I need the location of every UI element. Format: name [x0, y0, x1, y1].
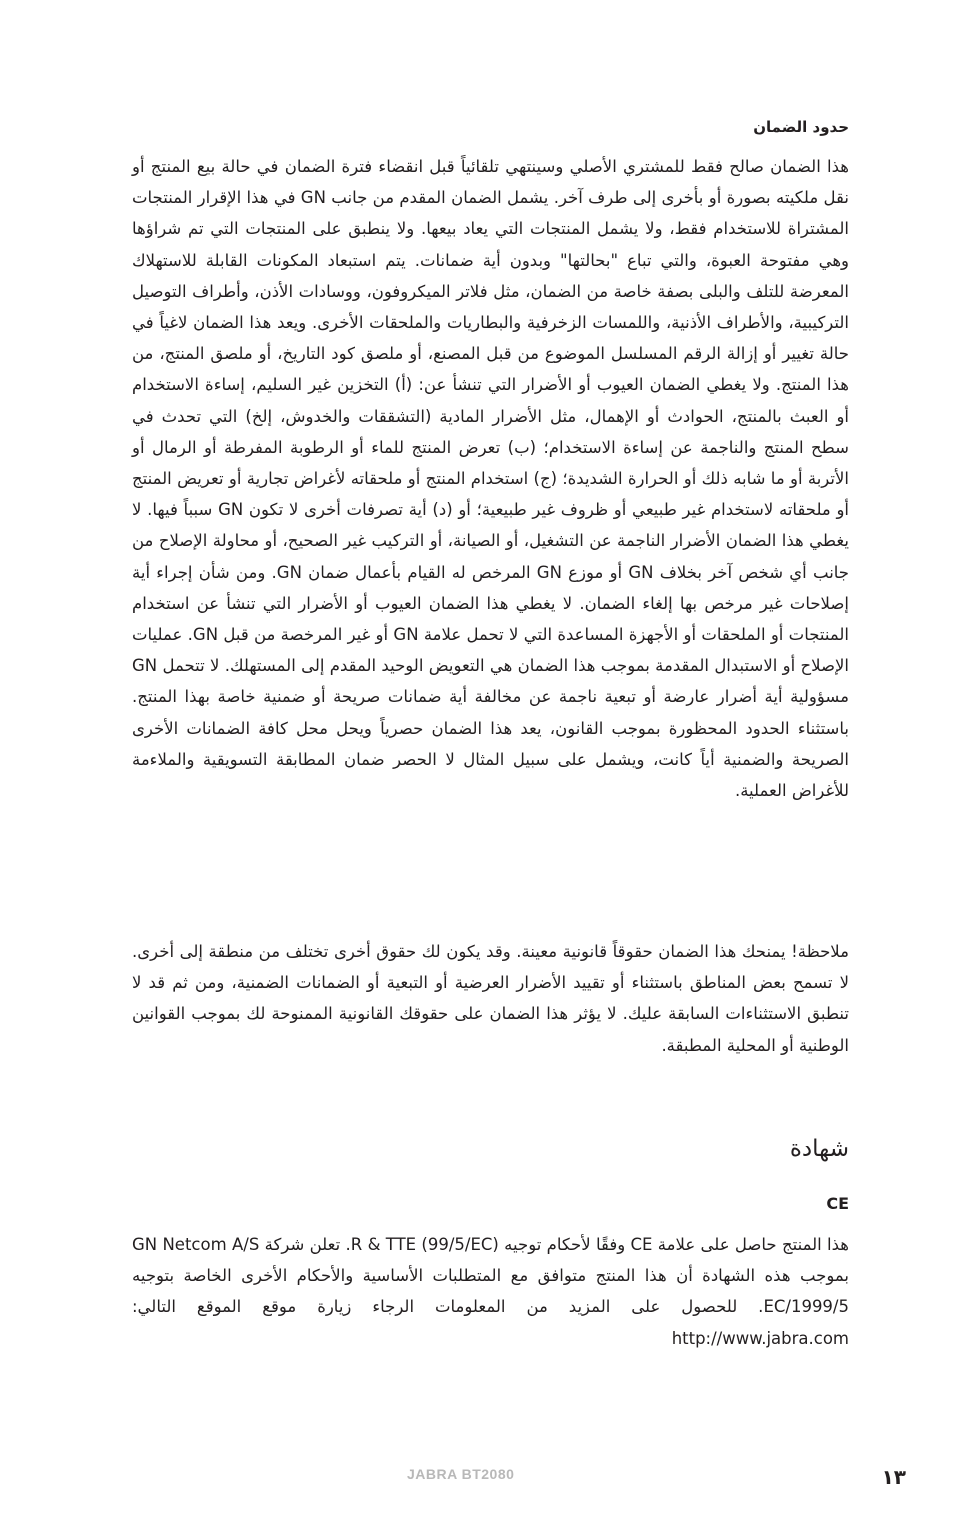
ce-label: CE — [826, 1194, 849, 1213]
certification-heading: شهادة — [789, 1136, 849, 1162]
warranty-heading: حدود الضمان — [753, 118, 849, 136]
footer-brand: JABRA BT2080 — [407, 1466, 515, 1482]
warranty-body: هذا الضمان صالح فقط للمشتري الأصلي وسينتهي تلقائياً قبل انقضاء فترة الضمان في حالة بيع المنتج أو نقل ملكيته بصورة أو بأخرى إلى طرف آخر. يشمل الضمان المقدم من جانب GN في هذا الإقرار المنتجات المشتراة للاستخدام فقط، ولا يشمل المنتجات التي يعاد بيعها. ولا ينطبق على المنتجات التي تم شراؤها وهي مفتوحة العبوة، والتي تباع "بحالتها" وبدون أية ضمانات. يتم استبعاد المكونات القابلة للاستهلاك المعرضة للتلف والبلى بصفة خاصة من الضمان، مثل فلاتر الميكروفون، ووسادات الأذن، وأطراف التوصيل التركيبية، والأطراف الأذنية، واللمسات الزخرفية والبطاريات والملحقات الأخرى. ويعد هذا الضمان لاغياً في حالة تغيير أو إزالة الرقم المسلسل الموضوع من قبل المصنع، أو ملصق كود التاريخ، أو ملصق المنتج، من هذا المنتج. ولا يغطي الضمان العيوب أو الأضرار التي تنشأ عن: (أ) التخزين غير السليم، إساءة الاستخدام أو العبث بالمنتج، الحوادث أو الإهمال، مثل الأضرار المادية (التشققات والخدوش، إلخ) التي تحدث في سطح المنتج والناجمة عن إساءة الاستخدام؛ (ب) تعرض المنتج للماء أو الرطوبة المفرطة أو الرمال أو الأتربة أو ما شابه ذلك أو الحرارة الشديدة؛ (ج) استخدام المنتج أو ملحقاته لأغراض تجارية أو تعريض المنتج أو ملحقاته لاستخدام غير طبيعي أو ظروف غير طبيعية؛ أو (د) أية تصرفات أخرى لا تكون GN سبباً فيها. لا يغطي هذا الضمان الأضرار الناجمة عن التشغيل، أو الصيانة، أو التركيب غير الصحيح، أو محاولة الإصلاح من جانب أي شخص آخر بخلاف GN أو موزع GN المرخص له القيام بأعمال ضمان GN. ومن شأن إجراء أية إصلاحات غير مرخص بها إلغاء الضمان. لا يغطي هذا الضمان العيوب أو الأضرار التي تنشأ عن استخدام المنتجات أو الملحقات أو الأجهزة المساعدة التي لا تحمل علامة GN أو غير المرخصة من قبل GN. عمليات الإصلاح أو الاستبدال المقدمة بموجب هذا الضمان هي التعويض الوحيد المقدم إلى المستهلك. لا تتحمل GN مسؤولية أية أضرار عارضة أو تبعية ناجمة عن مخالفة أية ضمانات صريحة أو ضمنية خاصة بهذا المنتج. باستثناء الحدود المحظورة بموجب القانون، يعد هذا الضمان حصرياً ويحل محل كافة الضمانات الأخرى الصريحة والضمنية أياً كانت، ويشمل على سبيل المثال لا الحصر ضمان المطابقة التسويقية والملاءمة للأغراض العملية. — [132, 157, 850, 801]
document-page — [132, 0, 849, 1536]
page-number: ١٣ — [881, 1465, 906, 1489]
certification-body: هذا المنتج حاصل على علامة CE وفقًا لأحكام توجيه R & TTE (99/5/EC). تعلن شركة GN Netcom A/S بموجب هذه الشهادة أن هذا المنتج متوافق مع المتطلبات الأساسية والأحكام الأخرى الخاصة بتوجيه EC/1999/5. للحصول على المزيد من المعلومات الرجاء زيارة موقع الموقع التالي: http://www.jabra.com — [132, 1235, 849, 1348]
warranty-note: ملاحظة! يمنحك هذا الضمان حقوقاً قانونية معينة. وقد يكون لك حقوق أخرى تختلف من منطقة إلى أخرى. لا تسمح بعض المناطق باستثناء أو تقييد الأضرار العرضية أو التبعية أو الضمانات الضمنية، ومن ثم قد لا تنطبق الاستثناءات السابقة عليك. لا يؤثر هذا الضمان على حقوقك القانونية الممنوحة لك بموجب القوانين الوطنية أو المحلية المطبقة. — [132, 942, 849, 1055]
